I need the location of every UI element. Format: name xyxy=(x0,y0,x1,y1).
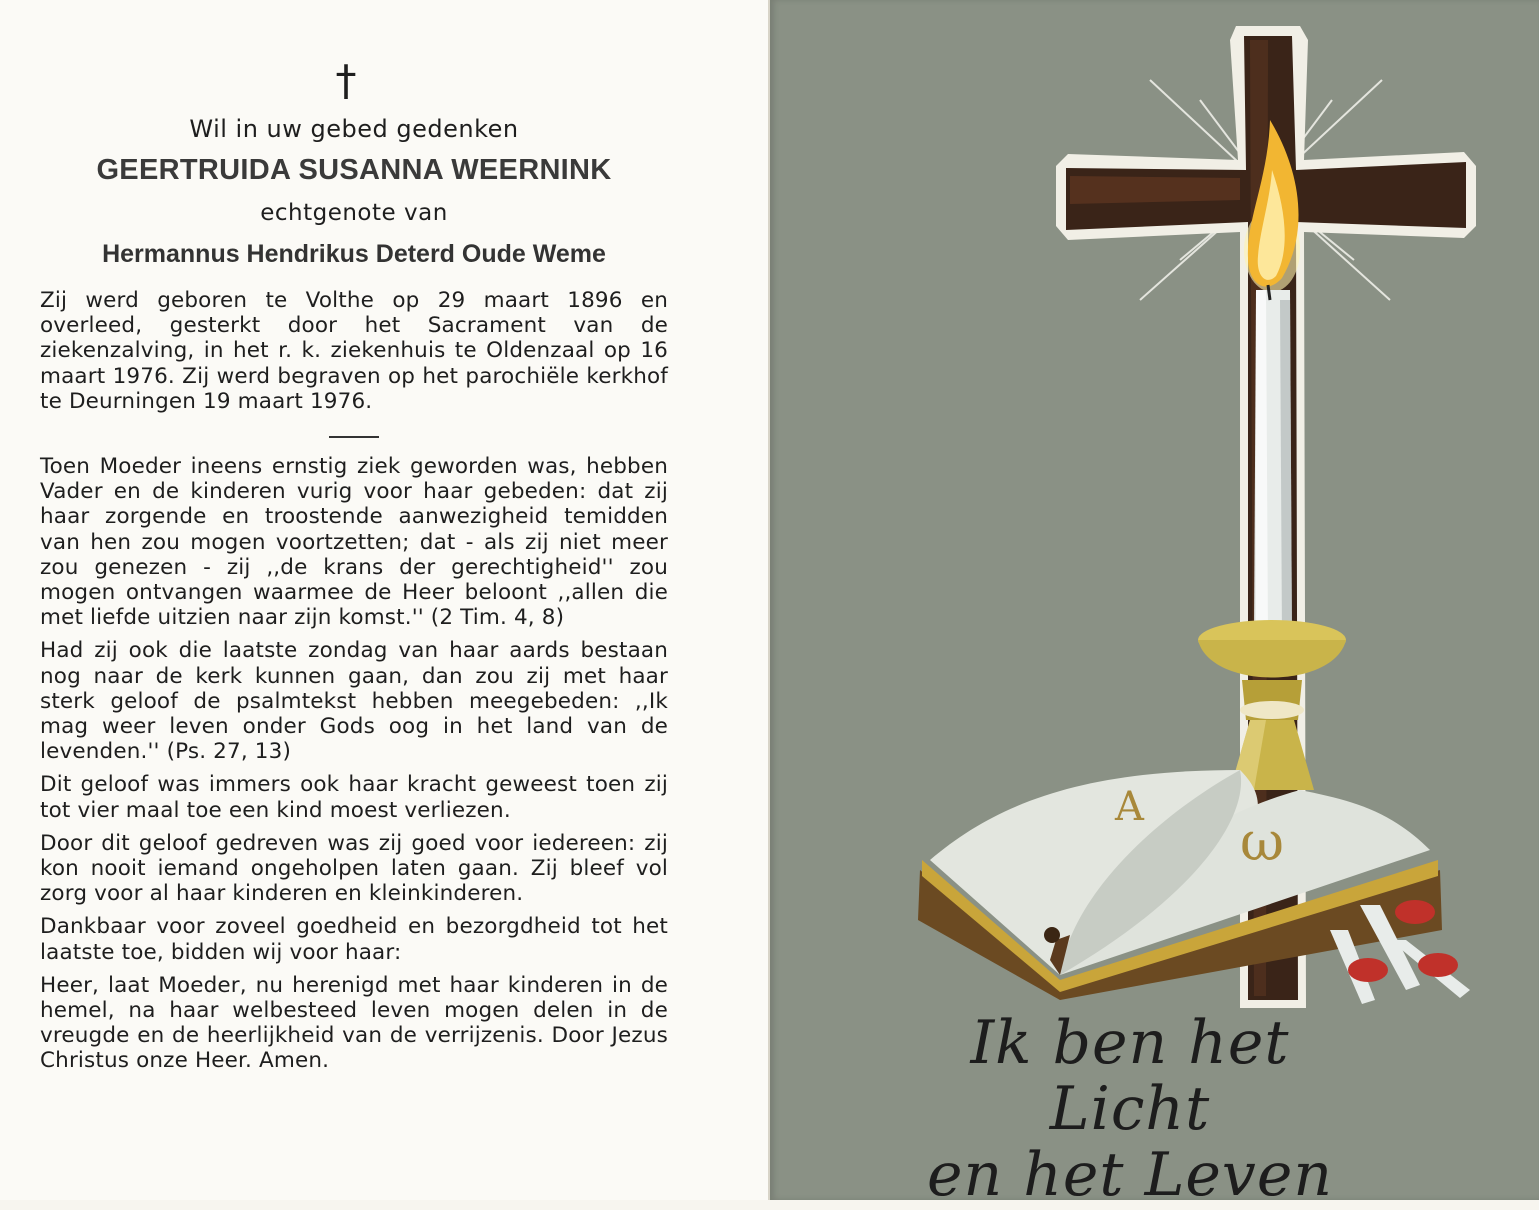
intro-line: Wil in uw gebed gedenken xyxy=(189,115,519,143)
memorial-text-card xyxy=(0,0,770,1200)
alpha-symbol: A xyxy=(1115,784,1144,830)
verse-text xyxy=(890,1010,1370,1208)
divider-line xyxy=(329,436,379,438)
biography-paragraph: Zij werd geboren te Volthe op 29 maart 1896 en overleed, gesterkt door het Sacrament van de ziekenzalving, in het r. k. ziekenhuis te Oldenzaal op 16 maart 1976. Zij werd begraven op het parochiële kerkhof te Deurningen 19 maart 1976. xyxy=(40,288,668,414)
prayer-paragraph-1: Toen Moeder ineens ernstig ziek geworden was, hebben Vader en de kinderen vurig voor haar gebeden: dat zij haar zorgende en troostende aanwezigheid temidden van hen zou mogen voortzetten; dat - als zij niet meer zou genezen - zij ,,de krans der gerechtigheid'' zou mogen ontvangen waarmee de Heer beloont ,,allen die met liefde uitzien naar zijn komst.'' (2 Tim. 4, 8) xyxy=(40,454,668,631)
candle-icon xyxy=(1254,285,1292,640)
spouse-name: Hermannus Hendrikus Deterd Oude Weme xyxy=(102,240,606,268)
prayer-paragraph-5: Dankbaar voor zoveel goedheid en bezorgdheid tot het laatste toe, bidden wij voor haar: xyxy=(40,914,668,965)
verse-line-1: Ik ben het Licht xyxy=(970,1008,1290,1144)
prayer-paragraph-6: Heer, laat Moeder, nu herenigd met haar kinderen in de hemel, na haar welbesteed leven mogen delen in de vreugde en de heerlijkheid van de verrijzenis. Door Jezus Christus onze Heer. Amen. xyxy=(40,972,668,1074)
spouse-label: echtgenote van xyxy=(260,200,448,226)
prayer-paragraph-2: Had zij ook die laatste zondag van haar aards bestaan nog naar de kerk kunnen gaan, dan zou zij met haar sterk geloof de psalmtekst hebben meegebeden: ,,Ik mag weer leven onder Gods oog in het land van de levenden.'' (Ps. 27, 13) xyxy=(40,638,668,765)
deceased-name: GEERTRUIDA SUSANNA WEERNINK xyxy=(96,154,612,186)
candle-holder-icon xyxy=(1198,620,1346,790)
memorial-text-body xyxy=(40,56,668,1074)
omega-symbol: ω xyxy=(1240,810,1285,873)
verse-line-2: en het Leven xyxy=(927,1140,1333,1210)
prayer-paragraph-4: Door dit geloof gedreven was zij goed voor iedereen: zij kon nooit iemand ongeholpen laten gaan. Zij bleef vol zorg voor al haar kinderen en kleinkinderen. xyxy=(40,830,668,907)
prayer-paragraph-3: Dit geloof was immers ook haar kracht geweest toen zij tot vier maal toe een kind moest verliezen. xyxy=(40,772,668,823)
small-cross-icon: † xyxy=(335,56,357,105)
